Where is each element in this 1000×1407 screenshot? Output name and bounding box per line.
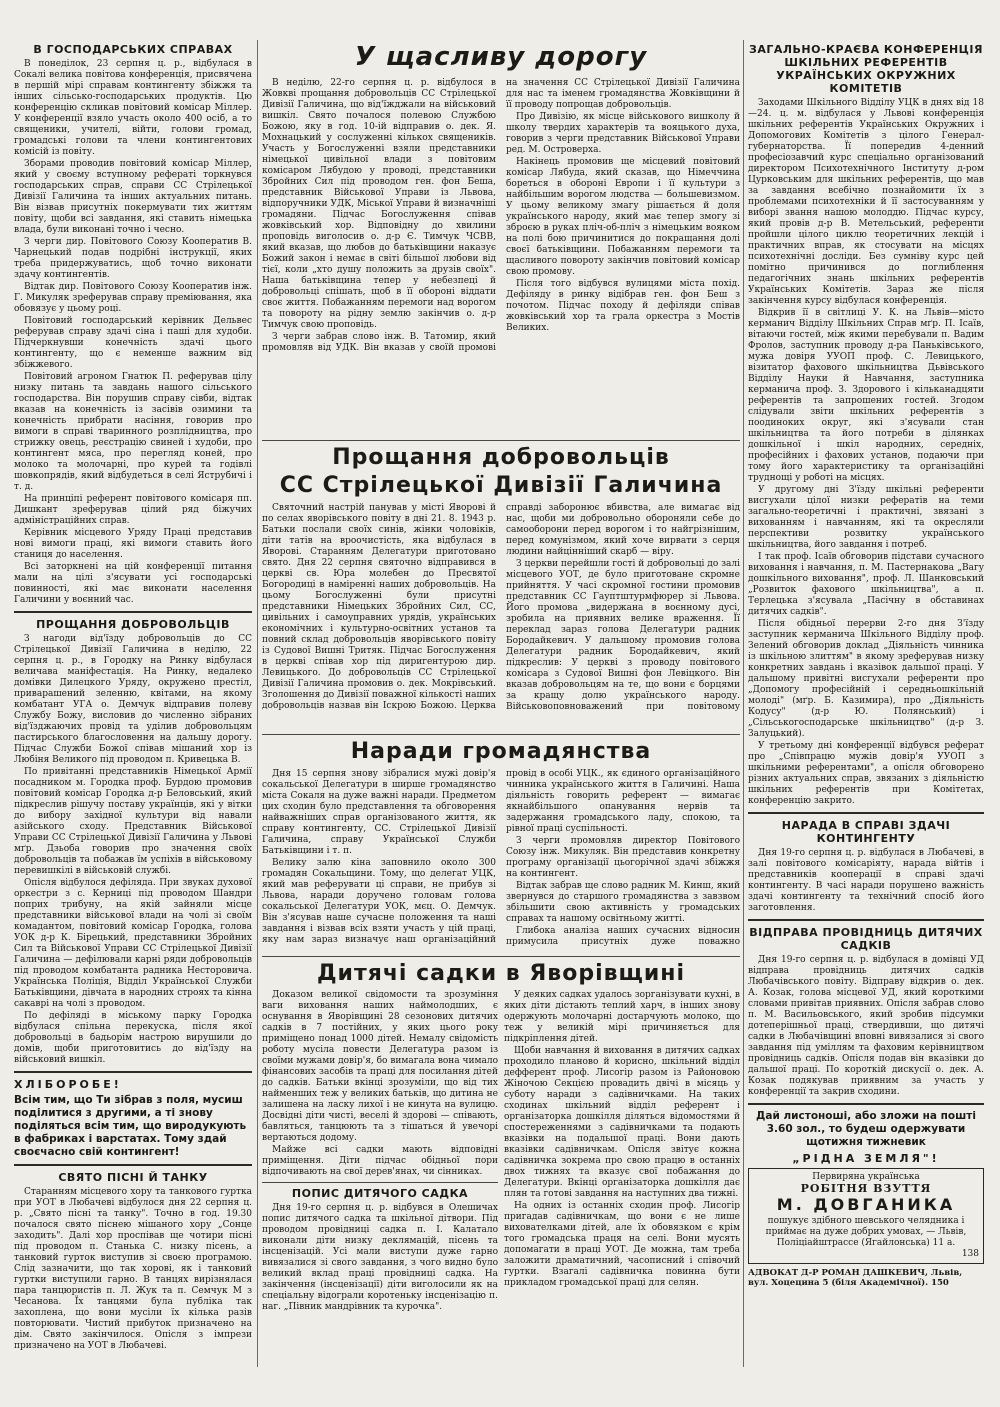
headline-farmer: ХЛІБОРОБЕ! [14,1078,122,1091]
headline-division: СС Стрілецької Дивізії Галичина [279,473,723,498]
advertisement-shoes [748,1168,984,1264]
ad-body: пошукує здібного шевського челядника і приймає на дуже добрих умовах, — Львів, Поліціайштрассе (Ягайлонська) 11 а. [765,1216,967,1248]
divider [748,812,984,814]
headline-farewell-volunteers: ПРОЩАННЯ ДОБРОВОЛЬЦІВ [36,618,230,631]
article-body: В понеділок, 23 серпня ц. р., відбулася в Сокалі велика повітова конференція, присвячена в першій мірі справам контингенту збіжжя та інших сільсько-господарських продуктів. Цю конференцію скликав повітовий комісар Міллер. У конференції взяло участь около 400 осіб, а то священики, учителі, війти, голови громад, громадські голови та члени контингентових комісій із повіту. Зборами проводив повітовий комісар Міллер, який у своєму вступному рефераті торкнувся господарських справ, справи СС Стрілецької Дивізії Галичина та інших актуальних питань. Він візвав присутніх покермувати тих життям повіту, щоби всі завдання, які ставить німецька влада, були виконані точно і чесно. З черги дир. Повітового Союзу Кооператив В. Чарнецький подав подрібні інструкції, яких треба придержуватись, щоб точно виконати здачу контингентів. Відтак дир. Повітового Союзу Кооператив інж. Г. Микуляк зреферував справу преміювання, яка обовязує у цьому році. Повітовий господарський керівник Дельвес реферував справу здачі сіна і паші для худоби. Підчеркнувши конечність здачі цього контингенту, що є неменше важним від збіжжевого. Повітовий агроном Гнатюк П. реферував цілу низку питань та завдань нашого сільського господарства. Він порушив справу сівби, відтак вказав на конечність із засівів озимини та конечність прибрати насіння, говорив про вимоги в справі тваринного розплідництва, про стрижку овець, реєстрацію свиней і худоби, про контингент мяса, про перегляд коней, про молоко та молочарні, про курей та годівлі шовкопрядів, який відбудеться в селі Яструбичі і т. д. На принціпі референт повітового комісаря пп. Дишкант зреферував цілий ряд біжучих адміністраційних справ. Керівник місцевого Уряду Праці представив нові вимоги праці, які вимоги ставить його станиця до населення. Всі заторкнені на цій конференції питання мали на цілі з'ясувати усі господарські повинності, які має виконати населення Галичини у воєнний час. [14,59,252,605]
column-left [14,40,252,1380]
divider [262,440,740,441]
divider [748,1103,984,1105]
newspaper-name: „РІДНА ЗЕМЛЯ"! [792,1152,940,1165]
story-farewell-yavoriv [262,436,740,726]
article-body: Старанням місцевого хору та танкового гуртка при УОТ в Любачеві відбулося дня 22 серпня ц. р. „Свято пісні та танку". Точно в год. 19.30 почалося свято піснею мішаного хору „Сонце заходить". Далі хор проспівав ще чотири пісні під проводом п. Станька С. низку пісень, а танковий гурток виступив зі своєю програмою. Слід зазначити, що так хорові, як і танковий гуртки виступили гарно. В танцях вирізнялася пара танцюристів п. Л. Жук та п. Семчук М з Чесанова. Їх танцями була публіка так захоплена, що вони мусіли їх кілька разів повторювати. Чистий прибуток призначено на дім. Свято закінчилося. Опісля з імпрези призначено на УОТ в Любачеві. [14,1187,252,1351]
headline-kindergarten-leaders: ВІДПРАВА ПРОВІДНИЦЬ ДИТЯЧИХ САДКІВ [749,926,983,952]
kindergarten-heading [262,952,740,988]
headline-happy-road: У щасливу дорогу [354,42,648,72]
headline-kindergarten-show: ПОПИС ДИТЯЧОГО САДКА [291,1187,469,1200]
divider [262,734,740,735]
headline-civic-meetings: Наради громадянства [350,739,652,764]
divider [14,611,252,613]
advertisement-lawyer [748,1268,984,1288]
divider [262,1182,498,1183]
divider [14,1071,252,1073]
appeal-text: Всім тим, що Ти зібрав з поля, мусиш поділитися з другими, а ті знову поділяться всім тим, що виродукують в фабриках і варстатах. Тому здай своєчасно свій контингент! [14,1094,247,1158]
article-body: З нагоди від'їзду добровольців до СС Стрілецької Дивізії Галичина в неділю, 22 серпня ц. р., в Городку на Ринку відбулася величава маніфестація. На Ринку, недалеко домівки Дилецкого Уряду, окружено престіл, приварашений зеленню, квітами, на якому комбатант УГА о. Демчук відправив полеву Службу Божу, висловив до численно зібраних від'їзджаючих провід та уділив добровольцям пастирського благословення на дальшу дорогу. Підчас Служби Божої співав мішаний хор із Любіня Великого під проводом п. Кривецька В. По привітанні представників Німецької Армії посадником м. Городка проф. Бурдою промовив повітовий комісар Городка д-р Беловський, який підкреслив рішучу поставу українців, які у вітки до вибору західної культури від навали азійського сходу. Представник Військової Управи СС Стрілецької Дивізії Галичина у Львові мґр. Дзьоба говорив про значення своїх добровольців та побажав їм успіхів в військовому перевишкілі в військовій службі. Опісля відбулося дефіляда. При звуках духової оркестри з с. Керниці під проводом Шандри поприх трибуну, на якій зайняли місце представники військової влади на чолі зі своїм комадантом, повітовий комісар Городка, голова УОК д-р К. Бірецький, представники Збройних Сил та Військової Управи СС Стрілецької Дивізії Галичина — дефілювали карні ряди добровольців під проводом комбатанта радника Несторовича. Українська Поліція, Відділ Української Служби Батьківщини, дівчата в народних строях та кінна сакаврі на чолі з проводом. По дефіляді в міському парку Городка відбулася спільна перекуска, після якої добровольці в бадьорім настрою вирушили до домів, щоби приготовитись до від'їзду на військовий вишкіл. [14,634,252,1065]
headline-contingent-meeting: НАРАДА В СПРАВІ ЗДАЧІ КОНТИНГЕНТУ [781,819,951,845]
divider [14,1164,252,1166]
article-body: Дня 15 серпня знову зібралися мужі довір'я сокальської Делегатури в ширше громадянство міста Сокаля на дуже важні наради. Предметом цих сходин було представлення та обговорення найважніших справ організованого життя, як справу контингенту, СС. Стрілецької Дивізії Галичина, справу Української Служби Батьківщини і т. п. Велику залю кіна заповнило около 300 громадян Сокальщини. Тому, що делегат УЦК, який мав реферувати ці справи, не прибув зі Львова, наради доручено головам голова сокальської Делегатури УОК, мєц. О. Демчук. Він з'ясував наше сучасне положення та наші завдання і візвав всіх взяти участь у цій праці, яку нам зараз визначує наш організаційний провід в особі УЦК., як єдиного організаційного чинника українського життя в Галичині. Наша діяльність говорить референт — вимагає якнайбільшого опанування нервів та задержання громадського ладу, спокою, та рівної праці суспільності. З черги промовляв директор Повітового Союзу інж. Микуляк. Він представив конкретну програму організації цьогорічної здачі збіжжя на контингент. Відтак забрав ще слово радник М. Кинш, який звернувся до старшого громадянства з завзвом збільшити свою активність у громадських справах та нашому освітньому житті. Глибока аналіза наших сучасних відносин примусила присутніх дуже поважно [262,769,740,947]
column-rule [257,40,258,1367]
divider [748,919,984,921]
article-body: Святочний настрій панував у місті Яворові й по селах яворівського повіту в дні 21. 8. 1943 р. Батьки послали своїх синів, жінки чоловіків, діти татів на вроочистість, яка відбулася в Яворові. Старанням Делегатури приготовано свято. Дня 22 серпня святочно відправився в церкві св. Юра молебен до Пресвятої Богородиці в наміренні наших добровольців. На цьому Богослуженні були присутні представники Німецьких Збройних Сил, СС, цивільних і самоуправних урядів, українських економічних і культурно-освітних установ та повний склад добровольців яворівського повіту із Судової Вишні Тритяк. Підчас Богослуження в церкві співав хор під диригентурою дир. Левицького. До добровольців СС Стрілецької Дивізії Галичина промовив о. дек. Мокрівський. Зголошення до Дивізії поважної кількості наших добровольців назвав він Іскрою Божою. Церква справді заборонює вбивства, але вимагає від нас, щоби ми добровольно обороняли себе до самооборони перед ворогом і то найгрізнішим, перед комунізмом, який хоче вирвати з серця людини найцінніший скарб — віру. З церкви перейшли гості й добровольці до залі місцевого УОТ, де було приготоване скромне прийняття. У часі скромної гостини промовив представник СС Гауптштурмфюрер зі Львова. Його промова „видержана в воєнному дусі, зробила на приявних велике враження. Її переклад зараз голова Делегатури радник Бородайкевич. У дальшому промовив голова Делегатури радник Бородайкевич, який підкреслив: У церкві з проводу повітового комісара з Судової Вишні фон Левіцкого. Він вказав добровольцям на те, що вони є борцями за кращу долю українського народу. Військовоповноважений при повітовому [262,503,740,712]
story-civic-meetings [262,730,740,948]
headline-kindergartens: Дитячі садки в Яворівщині [316,961,686,986]
article-body: Заходами Шкільного Відділу УЦК в днях від 18—24. ц. м. відбулася у Львові конференція шкільних референтів Українських Окружних і Допомогових Комітетів з цілого Генерал-губернаторства. Її попередив 4-денний професіозавчий курс спеціально організований директором Психотехнічного Інституту д-ром Цурковським для шкільних референтів, що мав за завдання всебічно познайомити їх з проблемами психотехніки й її застосуванням у виборі звання нашою молоддю. Підчас курсу, який провів д-р В. Метельський, референти пройшли цілого циклю теоретичних лекцій і практичних вправ, як стосувати на місцях психотехнічні досліди. Без сумніву курс цей помітно причинився до поглиблення педагогічних знань шкільних референтів Українських Комітетів. Зараз же після закінчення курсу відбулася конференція. Відкрив її в світлиці У. К. на Львів—місто керманич Відділу Шкільних Справ мґр. П. Ісаїв, вітаючи гостей, між якими перебували п. Вадим Фролов, заступник проводу д-ра Паньківського, мужа довіря УУОП проф. С. Левицького, візитатор фахового шкільництва Дьвівського Відділу Науки й Навчання, заступника керманича проф. З. Здорового і кільканадцяти референтів та запрошених гостей. Згодом слідували звіти шкільних референтів з поодиноких округ, які з'ясували стан шкільництва та його потреби в ділянках дошкільної і шкіл народних, середніх, професійних і фахових установ, подаючи при тому його характеристику та організаційні труднощі у роботі на місцях. У другому дні З'їзду шкільні референти висгухали цілої низки рефератів на теми загально-теоретичні і практичні, звязані з вихованням і навчанням, які та окресляли перспективи розвитку українського шкільництва, його завдання і потреб. І так проф. Ісаїв обговорив підстави сучасного виховання і навчання, п. М. Пастернакова „Вагу дошкільного виховання", проф. Л. Шанковський „Розвиток фахового шкільництва", а п. Терлецька з'ясувала „Пасічну в обставинах дитячих садків". Після обідньої перерви 2-го дня З'їзду заступник керманича Шкільного Відділу проф. Зелений обговорив доклад „Діяльність чинника із шкільною злиттям" в якому зреферував низку конкретних завдань і вказівок дальшої праці. У дальшому привітні висгухали референти про „Допомогу професійній і середньошкільній молоді" (мґр. Б. Казимира), про „Діяльність Кодусу" (д-р Ю. Полянський) і „Сільськогосподарське шкільництво" (д-р З. Залуцький). У третьому дні конференції відбувся реферат про „Співпрацю мужів довір'я УУОП з шкільними референтами", а опісля обговорено різних актуальних справ, звязаних з діяльністю шкільних референтів при Комітетах, конференцію закрито. [748,98,984,806]
divider [262,956,740,957]
headline-farewell: Прощання добровольців [332,445,670,470]
kindergarten-right: У деяких садках удалось зорганізувати кухні, в яких діти дістають теплий харч, в інших знову одержують молочарні достарчують молоко, що теж у великій мірі причиняється для підкріплення дітей. Щоби навчання й виховання в дитячих садках проходило планово й корисно, шкільний відділ дефферент проф. Лисогір разом із Районовою Жіночою Секцією провадить двічі в місяць у суботу наради з садівничками. На таких сходинах шкільний відділ референт і організаторка дошкілля діляться відомостями й спостереженнями з садівничками та подають вказівки на подальшої праці. Вони дають вказівки садівничкам. Опісля звітує кожна садівничка зокрема про свою працю в останніх двох тижнях та вказує свої побажання до Делегатури. Вкінці організаторка дошкілля дає плян та готові завдання на наступних два тижні. На одних із останніх сходин проф. Лисогір пригадав садівничкам, що вони є не лише вихователками дітей, але їх обовязком є крім того громадська праця на селі. Вони мусять допомагати в праці УОТ. Де можна, там треба заложити драматичний, часописний і співочий гуртки. Взагалі садівничка повинна бути прикладом громадської праці для селян. [504,990,740,1288]
ad-line: Первиряна українська [812,1172,920,1182]
kindergarten-left: Доказом великої свідомости та зрозуміння ваги виховання наших наймолодших, є оснування в Яворівщині 28 сезонових дитячих садків в 7 постійних, у яких цього року приміщено понад 1000 дітей. Немалу свідомість роботу мусіла повести Делегатура разом із своїми мужами довір'я, бо вимагала вона чимало фінансових засобів та праці для посилання дітей до садків. Батьки вкінці зрозуміли, що від тих найменших теж у великих батьків, що дитина не залишена на ласку лихої і не кинута на вулицю. Досвідні діти чисті, веселі й здорові — співають, бавляться, танцюють та з тішаться й увечорі вертаються додому. Майже всі садки мають відповідні приміщення. Діти підчас обідньої пори відпочивають на свої дерев'янах, чи сінниках. ПОПИС ДИТЯЧОГО САДКА Дня 19-го серпня ц. р. відбувся в Олешичах попис дитячого садка та шкільної дітвори. Під проводом провідниці садка п. І. Калатало виконали діти низку деклямацій, пісень та інсценізацій. Усі мали виступи дуже гарно вивязалися зі свого завдання, з чого видно було великий вклад праці провідниці садка. На закінчення (інсценізації) діти виголосили як на спеціальну відограли коротеньку інсценізацію п. наг. „Півник мандрівник та курочка". [262,990,498,1312]
headline-business: В ГОСПОДАРСЬКИХ СПРАВАХ [33,43,233,56]
article-body: В неділю, 22-го серпня ц. р. відбулося в Жовкві прощання добровольців СС Стрілецької Дивізії Галичина, що від'їжджали на військовий вишкіл. Свято почалося полевою Службою Божою, яку в год. 10-ій відправив о. дек. Я. Мохнацький у сослуженні кількох священиків. Участь у Богослуженні взяли представники німецької цивільної влади з повітовим комісаром Лябудою у проводі, представники Збройних Сил під проводом ген. фон Беша, представник Військової Управи із Львова, відпоручники УДК, Міської Управи й визначніші громадяни. Підчас Богослуження співав жовківський хор. Відповідну до хвилини проповідь виголосив о. д-р Є. Тимчук ЧСВВ, який вказав, що любов до батьківщини наказує Божий закон і немає в світі більшої любови від тієї, коли „хто душу положить за друзів своїх". Нашa батьківщина тепер у небезпеці й добровольці спішать, щоб в її обороні віддати своє життя. Побажанням перемоги над ворогом та повороту на рідну землю закінчив о. д-р Тимчук свою проповідь. З черги забрав слово інж. В. Татомир, який промовляв від УДК. Він вказав у своїй промові на значення СС Стрілецької Дивізії Галичина для нас та іменем громадянства Жовківщини й її проводу попрощав добровольців. Про Дивізію, як місце військового вишколу й школу твердих характерів та вояцького духа, говорив з черги представник Військової Управи ред. М. Островерха. Накінець промовив ще місцевий повітовий комісар Лябуда, який сказав, що Німеччина бореться в обороні Европи і її культури з найбільшим ворогом людства — большевизмом. У цьому великому змагу рішається й доля українського народу, який має тепер змогу зі зброєю в руках пліч-об-пліч з німецьким вояком на полі бою причинитися до покращання долі своєї батьківщини. Побажанням перемоги та щасливого повороту закінчив повітовий комісар свою промову. Після того відбувся вулицями міста похід. Дефіляду в ринку відібрав ген. фон Беш з почотом. Підчас походу й дефіляди співав жовківський хор та грала оркестра з Мостів Великих. [262,78,740,353]
lawyer-text: АДВОКАТ Д-Р РОМАН ДАШКЕВИЧ, Львів, вул. Хоцецина 5 (біля Академічної). [748,1268,963,1288]
column-right: ЗАГАЛЬНО-КРАЄВА КОНФЕРЕНЦІЯ ШКІЛЬНИХ РЕФЕРЕНТІВ УКРАЇНСЬКИХ ОКРУЖНИХ КОМІТЕТІВ Заходами Шкільного Відділу УЦК в днях від 18—24. ц. м. відбулася у Львові конференція шкільних референтів Українських Окружних і Допомогових Комітетів з цілого Генерал-губернаторства. Її попередив 4-денний професіозавчий курс спеціально організований директором Психотехнічного Інституту д-ром Цурковським для шкільних референтів, що мав за завдання всебічно познайомити їх з проблемами психотехніки й її застосуванням у виборі звання нашою молоддю. Підчас курсу, який провів д-р В. Метельський, референти пройшли цілого циклю теоретичних лекцій і практичних вправ, як стосувати на місцях психотехнічні досліди. Без сумніву курс цей помітно причинився до поглиблення педагогічних знань шкільних референтів Українських Комітетів. Зараз же після закінчення курсу відбулася конференція. Відкрив її в світлиці У. К. на Львів—місто керманич Відділу Шкільних Справ мґр. П. Ісаїв, вітаючи гостей, між якими перебували п. Вадим Фролов, заступник проводу д-ра Паньківського, мужа довіря УУОП проф. С. Левицького, візитатор фахового шкільництва Дьвівського Відділу Науки й Навчання, заступника керманича проф. З. Здорового і кільканадцяти референтів та запрошених гостей. Згодом слідували звіти шкільних референтів з поодиноких округ, які з'ясували стан шкільництва та його потреби в ділянках дошкільної і шкіл народних, середніх, професійних і фахових установ, подаючи при тому його характеристику та організаційні труднощі у роботі на місцях. У другому дні З'їзду шкільні референти висгухали цілої низки рефератів на теми загально-теоретичні і практичні, звязані з вихованням і навчанням, які та окресляли перспективи розвитку українського шкільництва, його завдання і потреб. І так проф. Ісаїв обговорив підстави сучасного виховання і навчання, п. М. Пастернакова „Вагу дошкільного виховання", проф. Л. Шанковський „Розвиток фахового шкільництва", а п. Терлецька з'ясувала „Пасічну в обставинах дитячих садків". Після обідньої перерви 2-го дня З'їзду заступник керманича Шкільного Відділу проф. Зелений обговорив доклад „Діяльність чинника із шкільною злиттям" в якому зреферував низку конкретних завдань і вказівок дальшої праці. У дальшому привітні висгухали референти про „Допомогу професійній і середньошкільній молоді" (мґр. Б. Казимира), про „Діяльність Кодусу" (д-р Ю. Полянський) і „Сільськогосподарське шкільництво" (д-р З. Залуцький). У третьому дні конференції відбувся реферат про „Співпрацю мужів довір'я УУОП з шкільними референтами", а опісля обговорено різних актуальних справ, звязаних з діяльністю шкільних референтів при Комітетах, конференцію закрито. НАРАДА В СПРАВІ ЗДАЧІ КОНТИНГЕНТУ Дня 19-го серпня ц. р. відбулася в Любачеві, в залі повітового комісаріяту, нарада війтів і представників кооперації в справі здачі контингенту. В часі наради порушено важність здачі контингенту та технічний спосіб його заготовлення. ВІДПРАВА ПРОВІДНИЦЬ ДИТЯЧИХ САДКІВ Дня 19-го серпня ц. р. відбулася в домівці УД відправа провідниць дитячих садків Любачівського повіту. Відправу відкрив о. дек. А. Козак, голова місцевої УД, який короткими словами привітав приявних. Опісля забрав слово п. М. Васильовського, який зробив підсумки дотеперішньої праці, ствердивши, що дитячі садки в Любачівщині вповні вивязалися зі свого завдання під уміллям та фаховим керівництвом провідниць садків. Опісля подав він вказівки до дальшої праці. По короткій дискусії о. дек. А. Козак подякував приявним за участь у конференції та закрив сходини. Дай листоноші, або зложи на пошті 3.60 зол., то будеш одержувати щотижня тижневик „РІДНА ЗЕМЛЯ"! Первиряна українська РОБІТНЯ ВЗУТТЯ М. ДОВГАНИКА пошукує здібного шевського челядника і приймає на дуже добрих умовах, — Львів, Поліціайштрассе (Ягайлонська) 11 а. 138 АДВОКАТ Д-Р РОМАН ДАШКЕВИЧ, Львів, вул. Хоцецина 5 (біля Академічної). 150 [748,43,984,1288]
ad-name: М. ДОВГАНИКА [776,1195,956,1214]
subscription-appeal: Дай листоноші, або зложи на пошті 3.60 зол., то будеш одержувати щотижня тижневик [756,1110,976,1148]
column-rule [743,40,744,1367]
lawyer-number: 150 [931,1278,949,1288]
ad-workshop: РОБІТНЯ ВЗУТТЯ [800,1182,932,1195]
headline-song-dance: СВЯТО ПІСНІ Й ТАНКУ [58,1171,208,1184]
top-story [262,40,740,432]
headline-school-conference: ЗАГАЛЬНО-КРАЄВА КОНФЕРЕНЦІЯ ШКІЛЬНИХ РЕФЕРЕНТІВ УКРАЇНСЬКИХ ОКРУЖНИХ КОМІТЕТІВ [749,43,983,95]
ad-number: 138 [961,1249,979,1259]
